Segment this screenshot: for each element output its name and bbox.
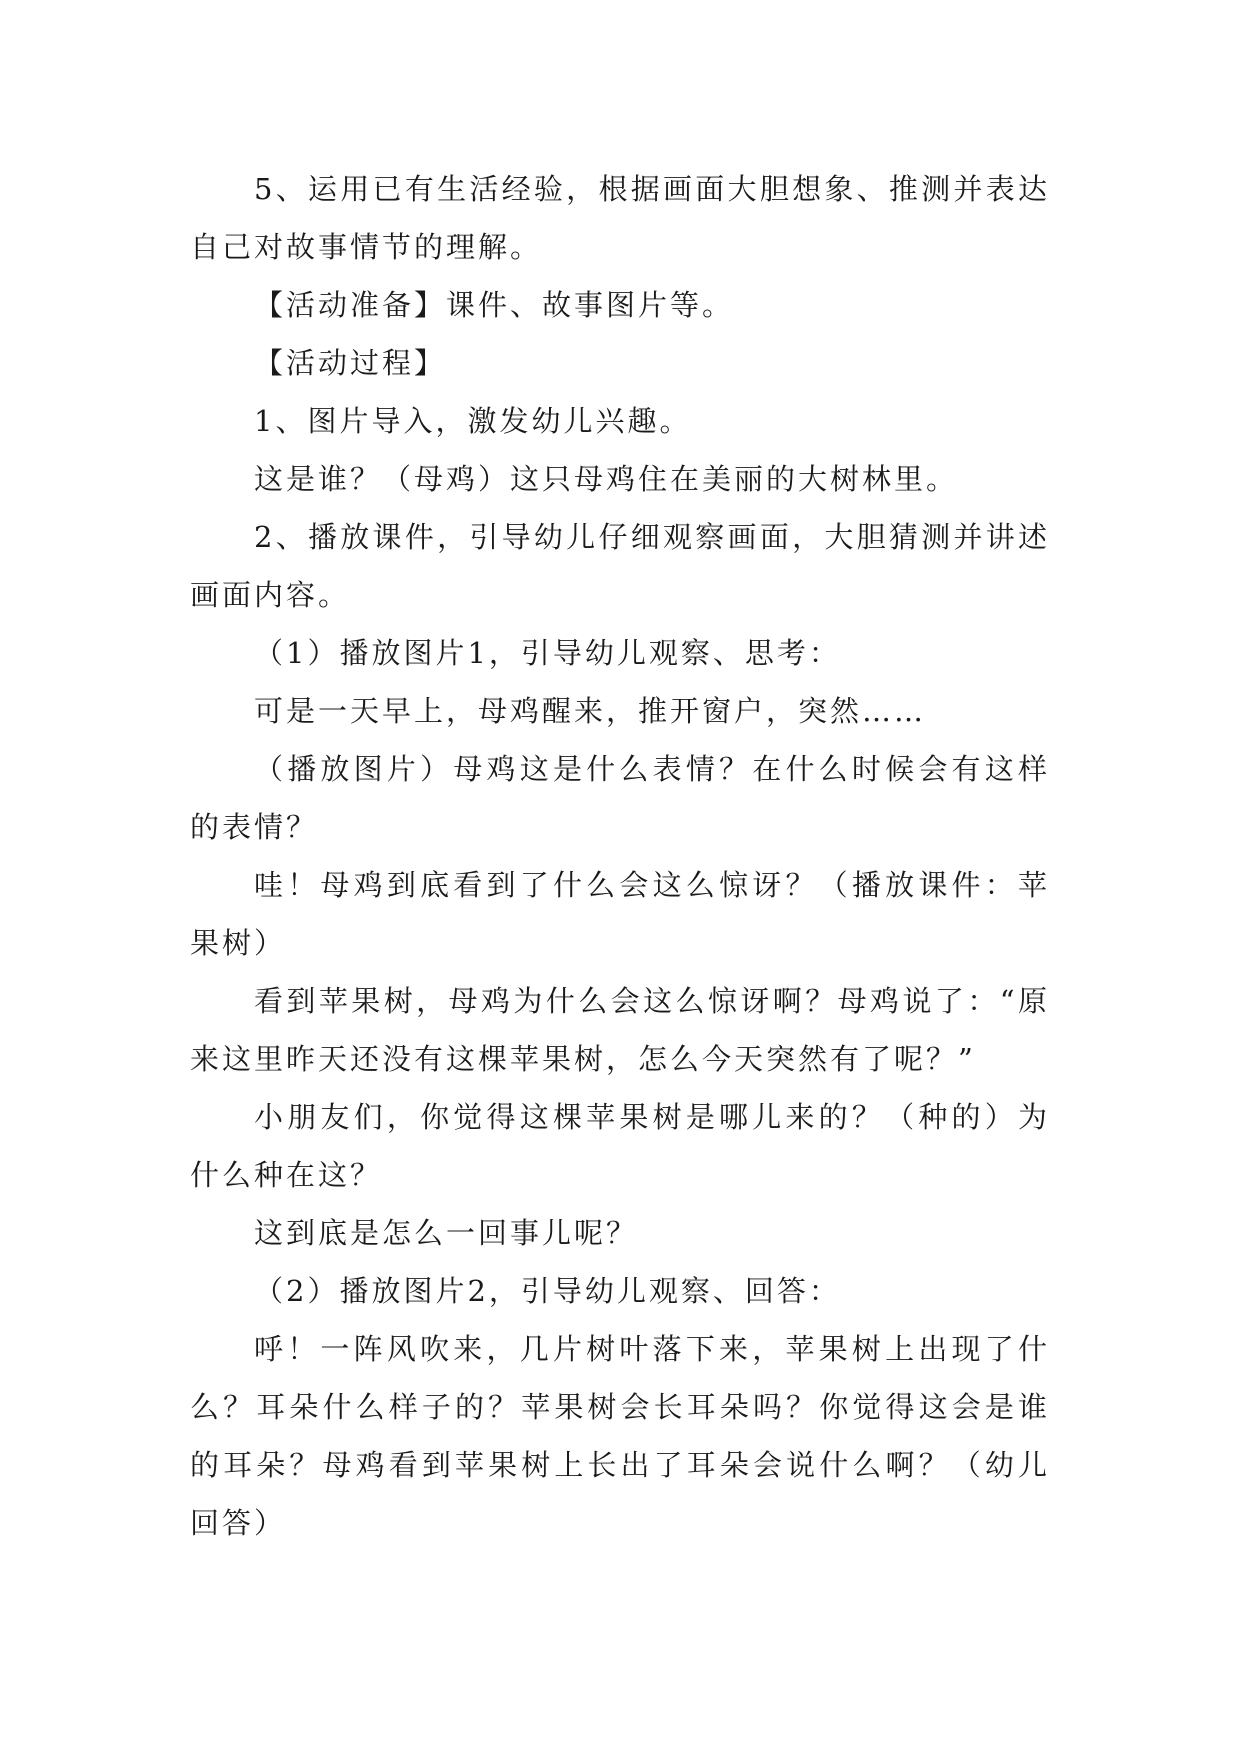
paragraph-what-happened: 这到底是怎么一回事儿呢？ <box>254 1216 639 1250</box>
paragraph-activity-process-heading: 【活动过程】 <box>254 346 447 380</box>
paragraph-expression: （播放图片）母鸡这是什么表情？在什么时候会有这样的表情？ <box>190 752 1050 844</box>
paragraph-surprised: 哇！母鸡到底看到了什么会这么惊讶？（播放课件：苹果树） <box>190 868 1050 960</box>
paragraph-step-2: 2、播放课件，引导幼儿仔细观察画面，大胆猜测并讲述画面内容。 <box>190 520 1050 612</box>
paragraph-step-1: 1、图片导入，激发幼儿兴趣。 <box>254 404 692 438</box>
paragraph-where-from: 小朋友们，你觉得这棵苹果树是哪儿来的？（种的）为什么种在这？ <box>190 1100 1050 1192</box>
paragraph-who-is-this: 这是谁？（母鸡）这只母鸡住在美丽的大树林里。 <box>254 462 959 496</box>
paragraph-picture-2: （2）播放图片2，引导幼儿观察、回答： <box>254 1274 841 1308</box>
paragraph-one-morning: 可是一天早上，母鸡醒来，推开窗户，突然…… <box>254 694 927 728</box>
paragraph-activity-preparation: 【活动准备】课件、故事图片等。 <box>254 288 735 322</box>
paragraph-apple-tree: 看到苹果树，母鸡为什么会这么惊讶啊？母鸡说了：“原来这里昨天还没有这棵苹果树，怎么今天突然有了呢？” <box>190 984 1050 1076</box>
paragraph-wind-blows: 呼！一阵风吹来，几片树叶落下来，苹果树上出现了什么？耳朵什么样子的？苹果树会长耳朵吗？你觉得这会是谁的耳朵？母鸡看到苹果树上长出了耳朵会说什么啊？（幼儿回答） <box>190 1332 1050 1540</box>
document-body <box>190 160 1050 1552</box>
paragraph-picture-1: （1）播放图片1，引导幼儿观察、思考： <box>254 636 841 670</box>
paragraph-goal-5: 5、运用已有生活经验，根据画面大胆想象、推测并表达自己对故事情节的理解。 <box>190 172 1050 264</box>
